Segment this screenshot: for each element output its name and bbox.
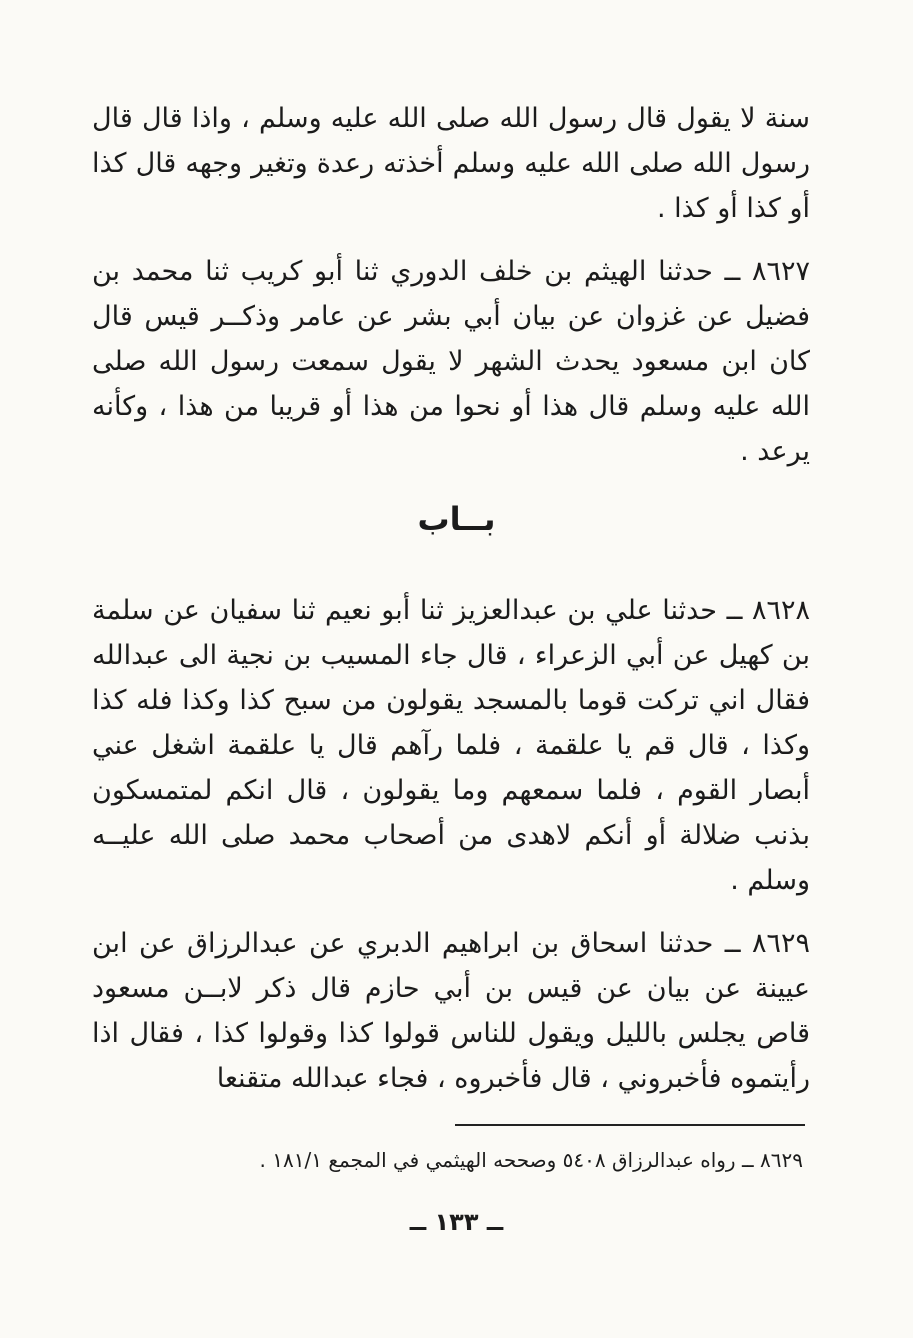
- footnote: ٨٦٢٩ ــ رواه عبدالرزاق ٥٤٠٨ وصححه الهيثمي في المجمع ١٨١/١ .: [259, 1148, 803, 1172]
- hadith-8629: ٨٦٢٩ ــ حدثنا اسحاق بن ابراهيم الدبري عن عبدالرزاق عن ابن عيينة عن بيان عن قيس بن أبي حازم قال ذكر لابــن مسعود قاص يجلس بالليل ويقول للناس قولوا كذا وقولوا كذا ، فقال اذا رأيتموه فأخبروني ، قال فأخبروه ، فجاء عبدالله متقنعا: [92, 928, 810, 1094]
- top-text-block: [92, 96, 810, 474]
- hadith-8627: ٨٦٢٧ ــ حدثنا الهيثم بن خلف الدوري ثنا أبو كريب ثنا محمد بن فضيل عن غزوان عن بيان أبي بشر عن عامر وذكــر قيس قال كان ابن مسعود يحدث الشهر لا يقول سمعت رسول الله صلى الله عليه وسلم قال هذا أو نحوا من هذا أو قريبا من هذا ، وكأنه يرعد .: [92, 256, 810, 467]
- hadith-8628: ٨٦٢٨ ــ حدثنا علي بن عبدالعزيز ثنا أبو نعيم ثنا سفيان عن سلمة بن كهيل عن أبي الزعراء ، قال جاء المسيب بن نجية الى عبدالله فقال اني تركت قوما بالمسجد يقولون من سبح كذا وكذا فله كذا وكذا ، قال قم يا علقمة ، فلما رآهم قال يا علقمة اشغل عني أبصار القوم ، فلما سمعهم وما يقولون ، قال انكم لمتمسكون بذنب ضلالة أو أنكم لاهدى من أصحاب محمد صلى الله عليــه وسلم .: [92, 595, 810, 896]
- footnote-divider: [455, 1124, 805, 1126]
- bottom-text-block: [92, 588, 810, 1101]
- page-number: ــ ١٣٣ ــ: [409, 1208, 504, 1236]
- section-heading: بــاب: [417, 500, 496, 538]
- paragraph-continuation: سنة لا يقول قال رسول الله صلى الله عليه وسلم ، واذا قال قال رسول الله صلى الله عليه وسلم أخذته رعدة وتغير وجهه قال كذا أو كذا أو كذا .: [92, 103, 810, 224]
